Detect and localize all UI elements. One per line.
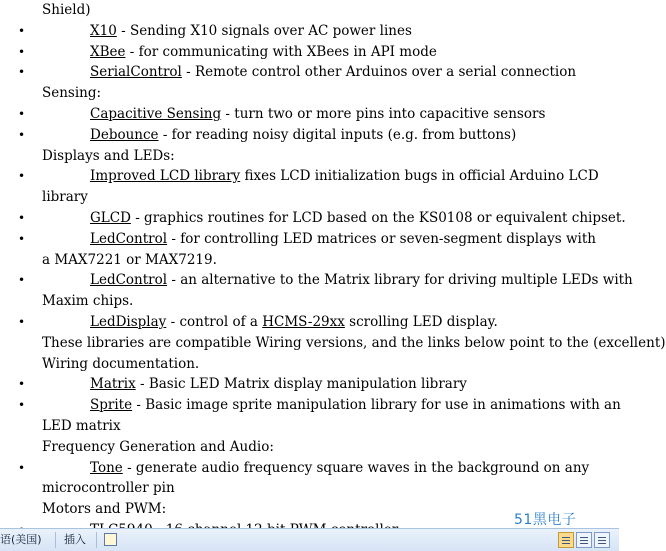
item-description: - Sending X10 signals over AC power lines xyxy=(116,22,412,39)
macro-record-icon[interactable] xyxy=(104,533,117,546)
bullet-glyph: • xyxy=(18,169,26,184)
paragraph-line: a MAX7221 or MAX7219. xyxy=(42,251,217,268)
item-description: - for controlling LED matrices or seven-segment displays with xyxy=(167,230,596,247)
status-separator xyxy=(55,532,56,548)
item-description: - for reading noisy digital inputs (e.g. from buttons) xyxy=(158,126,517,143)
bullet-glyph: • xyxy=(18,460,26,475)
list-item xyxy=(90,458,589,479)
paragraph-line: These libraries are compatible Wiring versions, and the links below point to the (excellent) xyxy=(42,334,666,351)
print-layout-view-button[interactable] xyxy=(558,532,574,548)
item-description: - generate audio frequency square waves in the background on any xyxy=(122,459,590,476)
paragraph-line: Wiring documentation. xyxy=(42,355,200,372)
paragraph-line: Maxim chips. xyxy=(42,293,134,310)
library-link[interactable]: Tone xyxy=(90,459,123,476)
bullet-glyph: • xyxy=(18,398,26,413)
library-link[interactable]: Sprite xyxy=(90,397,133,414)
status-separator xyxy=(96,532,97,548)
paragraph-line: microcontroller pin xyxy=(42,480,175,497)
list-item xyxy=(90,166,599,187)
item-description: - for communicating with XBees in API mode xyxy=(125,43,437,60)
item-description: - an alternative to the Matrix library for driving multiple LEDs with xyxy=(167,272,633,289)
item-description: - Basic image sprite manipulation library for use in animations with an xyxy=(132,397,621,414)
list-item xyxy=(90,229,596,250)
item-description: - graphics routines for LCD based on the KS0108 or equivalent chipset. xyxy=(130,210,626,226)
bullet-glyph: • xyxy=(18,23,26,38)
bullet-glyph: • xyxy=(18,127,26,142)
library-link[interactable]: LedControl xyxy=(90,272,168,289)
item-description: - turn two or more pins into capacitive sensors xyxy=(221,106,546,122)
library-link[interactable]: Improved LCD library xyxy=(90,168,241,185)
bullet-glyph: • xyxy=(18,107,26,121)
language-indicator[interactable]: 语(美国) xyxy=(0,533,42,546)
web-layout-view-button[interactable] xyxy=(594,532,610,548)
bullet-glyph: • xyxy=(18,65,26,80)
paragraph-line: Shield) xyxy=(42,2,91,18)
item-description: scrolling LED display. xyxy=(344,314,498,330)
paragraph-line: library xyxy=(42,189,88,206)
bullet-glyph: • xyxy=(18,231,26,246)
list-item xyxy=(90,312,498,333)
list-item xyxy=(90,21,412,42)
library-link[interactable]: Capacitive Sensing xyxy=(90,106,222,122)
library-link[interactable]: Debounce xyxy=(90,126,159,143)
paragraph-line: Sensing: xyxy=(42,85,102,102)
paragraph-line: LED matrix xyxy=(42,418,121,434)
inline-link[interactable]: HCMS-29xx xyxy=(262,314,345,330)
full-screen-reading-view-button[interactable] xyxy=(576,532,592,548)
bullet-glyph: • xyxy=(18,211,26,225)
library-link[interactable]: LedDisplay xyxy=(90,314,167,330)
bullet-glyph: • xyxy=(18,44,26,59)
item-description: fixes LCD initialization bugs in official Arduino LCD xyxy=(240,168,599,185)
bullet-glyph: • xyxy=(18,315,26,329)
list-item xyxy=(90,374,467,395)
library-link[interactable]: X10 xyxy=(90,22,117,39)
library-link[interactable]: Matrix xyxy=(90,376,136,393)
item-description: - control of a xyxy=(166,314,263,330)
paragraph-line: Displays and LEDs: xyxy=(42,147,175,164)
list-item xyxy=(90,42,437,63)
list-item xyxy=(90,62,576,83)
list-item xyxy=(90,208,626,229)
status-bar xyxy=(0,528,619,551)
library-link[interactable]: GLCD xyxy=(90,210,131,226)
bullet-glyph: • xyxy=(18,377,26,392)
insert-mode-indicator[interactable]: 插入 xyxy=(64,533,86,546)
paragraph-line: Frequency Generation and Audio: xyxy=(42,438,274,455)
list-item xyxy=(90,104,545,125)
paragraph-line: Motors and PWM: xyxy=(42,501,167,518)
list-item xyxy=(90,395,621,416)
library-link[interactable]: SerialControl xyxy=(90,64,182,81)
library-link[interactable]: LedControl xyxy=(90,230,168,247)
item-description: - Remote control other Arduinos over a serial connection xyxy=(181,64,577,81)
library-link[interactable]: XBee xyxy=(90,43,126,60)
site-watermark: 51黑电子 xyxy=(514,512,577,528)
item-description: - Basic LED Matrix display manipulation library xyxy=(135,376,467,393)
list-item xyxy=(90,270,633,291)
list-item xyxy=(90,125,516,146)
bullet-glyph: • xyxy=(18,273,26,288)
